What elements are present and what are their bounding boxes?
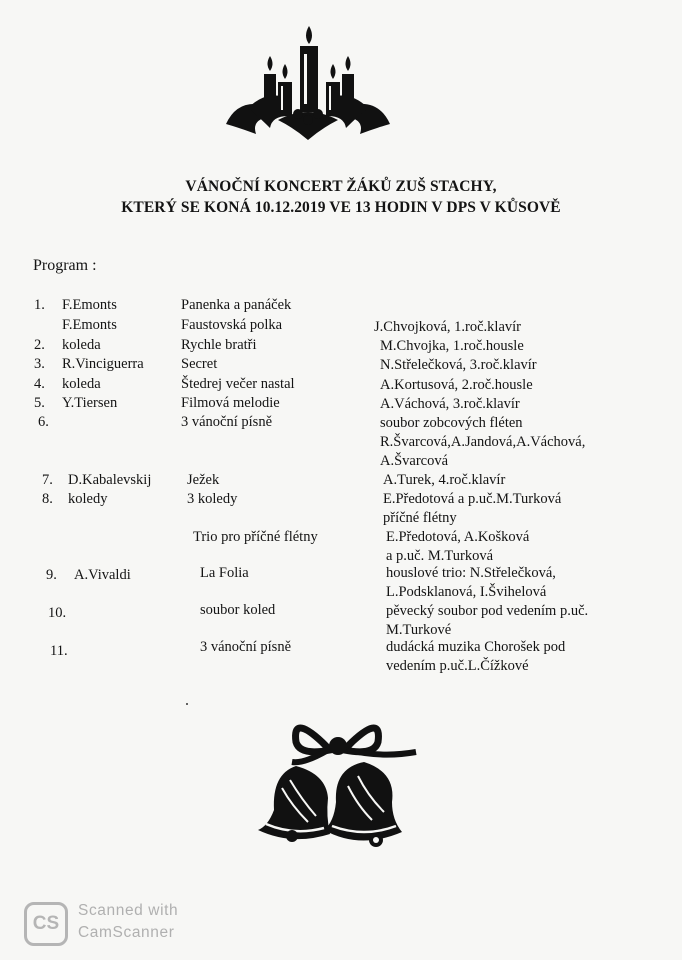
program-performers-line3: A.Švarcová [380,453,449,469]
program-piece: 3 koledy [187,491,238,507]
concert-subtitle: KTERÝ SE KONÁ 10.12.2019 VE 13 HODIN V DPS V KŮSOVĚ [121,199,561,216]
watermark-line1: Scanned with [78,902,179,919]
program-composer: F.Emonts [62,317,117,333]
program-number: 4. [34,376,45,392]
program-composer: D.Kabalevskij [68,472,152,488]
program-number: 11. [50,643,68,659]
program-piece: 3 vánoční písně [181,414,273,430]
camscanner-logo-text: CS [32,913,60,934]
program-performers: A.Kortusová, 2.roč.housle [380,377,533,393]
program-piece: soubor koled [200,602,276,618]
program-composer: R.Vinciguerra [62,356,144,372]
program-performers: A.Turek, 4.roč.klavír [383,472,506,488]
program-number: 10. [48,605,67,621]
concert-title: VÁNOČNÍ KONCERT ŽÁKŮ ZUŠ STACHY, [185,178,497,195]
program-composer: Y.Tiersen [62,395,118,411]
program-piece: Štedrej večer nastal [181,376,295,392]
christmas-bells-icon [252,712,430,854]
program-piece: Faustovská polka [181,317,283,333]
program-piece: Rychle bratři [181,337,257,353]
camscanner-logo-icon [24,902,68,946]
ink-speck [186,703,188,705]
program-number: 5. [34,395,45,411]
program-piece: Filmová melodie [181,395,280,411]
program-composer: koleda [62,337,101,353]
program-performers: dudácká muzika Chorošek pod [386,639,566,655]
program-performers: pěvecký soubor pod vedením p.uč. [386,603,589,619]
program-performers: E.Předotová, A.Košková [386,529,530,545]
program-number: 3. [34,356,45,372]
program-performers-line2: M.Turkové [386,622,452,638]
program-performers: E.Předotová a p.uč.M.Turková [383,491,562,507]
program-performers: N.Střelečková, 3.roč.klavír [380,357,537,373]
program-performers: A.Váchová, 3.roč.klavír [380,396,520,412]
program-performers-line2: L.Podsklanová, I.Švihelová [386,584,547,600]
program-number: 9. [46,567,57,583]
program-piece: 3 vánoční písně [200,639,292,655]
program-number: 7. [42,472,53,488]
program-composer: koleda [62,376,101,392]
program-label: Program : [33,257,97,274]
program-piece: Secret [181,356,218,372]
program-piece: Trio pro příčné flétny [193,529,318,545]
watermark-line2: CamScanner [78,924,175,941]
program-number: 2. [34,337,45,353]
program-performers: M.Chvojka, 1.roč.housle [380,338,524,354]
program-performers-line2: vedením p.uč.L.Čížkové [386,658,529,674]
program-composer: A.Vivaldi [74,567,131,583]
program-number: 6. [38,414,49,430]
program-performers-line2: R.Švarcová,A.Jandová,A.Váchová, [380,434,586,450]
program-performers: soubor zobcových fléten [380,415,523,431]
program-piece: Panenka a panáček [181,297,292,313]
program-performers: J.Chvojková, 1.roč.klavír [374,319,521,335]
program-composer: koledy [68,491,108,507]
program-piece: Ježek [187,472,220,488]
program-piece: La Folia [200,565,249,581]
program-number: 8. [42,491,53,507]
candles-holly-icon [218,24,398,144]
program-composer: F.Emonts [62,297,117,313]
program-performers-line2: a p.uč. M.Turková [386,548,494,564]
program-performers-line2: příčné flétny [383,510,457,526]
program-performers: houslové trio: N.Střelečková, [386,565,556,581]
program-number: 1. [34,297,45,313]
